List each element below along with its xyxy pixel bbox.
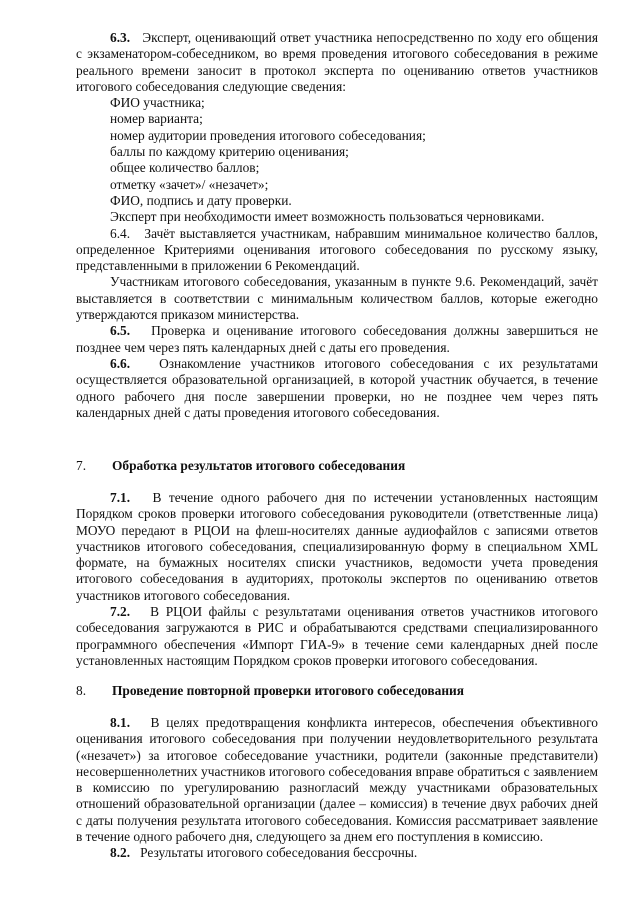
list-item: номер варианта;: [110, 111, 203, 127]
clause-text: Проверка и оценивание итогового собеседования должны завершиться не позднее чем через пять календарных дней с даты его проведения.: [76, 323, 599, 355]
clause-number: 7.2.: [110, 604, 131, 620]
clause-number: 6.6.: [110, 355, 131, 371]
section-8-block: [76, 715, 598, 862]
section-title: Проведение повторной проверки итогового собеседования: [112, 683, 464, 698]
clause-text: В РЦОИ файлы с результатами оценивания ответов участников итогового собеседования загружаются в РИС и обрабатываются средствами специализированного программного обеспечения «Импорт ГИА-9» в течение семи календарных дней после установленных настоящим Порядком сроков проверки итогового собеседования.: [76, 604, 598, 668]
clause-number: 6.5.: [110, 323, 131, 339]
paragraph-6-3: [76, 30, 598, 95]
required-fields-list: [76, 95, 598, 225]
section-8-heading: 8. Проведение повторной проверки итогового собеседования: [76, 683, 464, 698]
draft-note: Эксперт при необходимости имеет возможность пользоваться черновиками.: [110, 209, 545, 225]
clause-number: 6.3.: [110, 30, 131, 45]
list-item: ФИО участника;: [110, 95, 205, 111]
list-item: ФИО, подпись и дату проверки.: [110, 192, 292, 208]
clause-number: 8.1.: [110, 715, 131, 730]
paragraph-7-2: [76, 604, 598, 669]
clause-text: В целях предотвращения конфликта интересов, обеспечения объективного оценивания итогового собеседования при получении неудовлетворительного результата («незачет») за итоговое собеседование участники, родители (законные представители) несовершеннолетних участников итогового собеседования вправе обратиться с заявлением в комиссию по урегулированию разногласий между участниками образовательных отношений образовательной организации (далее – комиссия) в течение двух рабочих дней с даты получения результата итогового собеседования. Комиссия рассматривает заявление в течение одного рабочего дня, следующего за днем его поступления в комиссию.: [76, 715, 598, 845]
section-7-block: [76, 490, 598, 669]
list-item: отметку «зачет»/ «незачет»;: [110, 176, 269, 192]
clause-text: В течение одного рабочего дня по истечении установленных настоящим Порядком сроков проверки итогового собеседования руководители (ответственные лица) МОУО передают в РЦОИ на флеш-носителях данные аудиофайлов с записями ответов участников итогового собеседования, специализированную форму в специальном XML формате, на бумажных носителях списки участников, ведомости учета проведения итогового собеседования в аудиториях, протоколы экспертов по оцениванию ответов участников итогового собеседования.: [76, 490, 599, 603]
clause-text: Ознакомление участников итогового собеседования с их результатами осуществляется образовательной организацией, в которой участник обучается, в течение одного рабочего дня после завершении проверки, но не позднее чем через пять календарных дней с даты проведения итогового собеседования.: [76, 355, 598, 420]
paragraph-6-4: [76, 226, 598, 275]
list-item: общее количество баллов;: [110, 160, 260, 176]
paragraph-6-5: [76, 323, 598, 356]
paragraph-6-4-extra: Участникам итогового собеседования, указанным в пункте 9.6. Рекомендаций, зачёт выставляется в соответствии с минимальным количеством баллов, которые ежегодно утверждаются приказом министерства.: [76, 274, 598, 323]
clause-number: 8.2.: [110, 845, 131, 861]
paragraph-6-6: [76, 356, 598, 421]
clause-number: 6.4.: [110, 225, 131, 241]
section-6-block: [76, 30, 598, 421]
list-item: баллы по каждому критерию оценивания;: [110, 144, 349, 160]
section-title: Обработка результатов итогового собеседования: [112, 458, 406, 473]
list-item: номер аудитории проведения итогового собеседования;: [110, 127, 426, 143]
paragraph-8-1: [76, 715, 598, 845]
clause-text: Результаты итогового собеседования бессрочны.: [140, 845, 418, 861]
paragraph-7-1: [76, 490, 598, 604]
clause-text: Эксперт, оценивающий ответ участника непосредственно по ходу его общения с экзаменатором-собеседником, во время проведения итогового собеседования в режиме реального времени заносит в протокол эксперта по оцениванию ответов участников итогового собеседования следующие сведения:: [76, 30, 598, 94]
clause-number: 7.1.: [110, 490, 131, 505]
clause-text: Зачёт выставляется участникам, набравшим минимальное количество баллов, определенное Критериями оценивания итогового собеседования по русскому языку, представленными в приложении 6 Рекомендаций.: [76, 225, 598, 274]
paragraph-8-2: [76, 845, 598, 861]
section-7-heading: 7. Обработка результатов итогового собеседования: [76, 458, 406, 473]
